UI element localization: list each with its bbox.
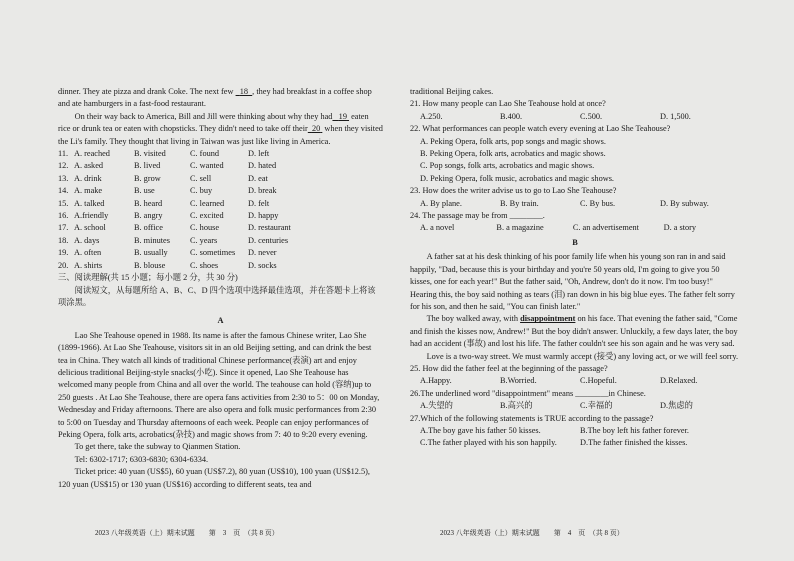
option-c: C. sometimes [190,248,236,258]
option-b: B. use [134,186,155,196]
option-d: D. never [248,248,277,258]
option-d: D. left [248,149,270,159]
option-d: D. restaurant [248,223,291,233]
question-25-options: A.Happy. B.Worried. C.Hopeful. D.Relaxed. [420,376,698,386]
cloze-question-11 [58,148,383,160]
question-number: 15. [58,198,69,208]
footer-page-3: 2023 八年级英语（上）期末试题 第 3 页 （共 8 页） [95,529,279,537]
question-25: 25. How did the father feel at the beginning of the passage? [410,363,608,373]
option-b: B. visited [134,149,166,159]
passage-b-paragraph-1: A father sat at his desk thinking of his poor family life when his young son ran in and said happily, "Dad, because this is your birthday and you're 50 years old, I'm going to give you 50 kisses, one for each year!" But the father said, "Oh, Andrew, don't do it now. I'm too busy!" Hearing this, the boy said nothing as tears (泪) ran down in his big blue eyes. The father felt sorry for his son, and then he said, "You can finish later." [410,252,735,311]
passage-a-label: A [217,316,224,326]
option-c: C. shoes [190,260,219,270]
blank-20: 20 [311,124,321,134]
passage-b-paragraph-3: Love is a two-way street. We must warmly accept (接受) any loving act, or we will feel sorry. [426,351,739,361]
option-a: A. drink [74,173,102,183]
option-b: B. grow [134,173,161,183]
option-d: D. hated [248,161,277,171]
cloze-paragraph-2: On their way back to America, Bill and Jill were thinking about why they had 19 eaten rice or drunk tea or eaten with chopsticks. They didn't need to take off their 20 when they visited the Li's family. They thought that living in Taiwan was just like living in America. [58,111,383,146]
question-27: 27.Which of the following statements is TRUE according to the passage? [410,413,654,423]
cloze-question-12 [58,160,383,172]
passage-a-phone: Tel: 6302-1717; 6303-6830; 6304-6334. [74,454,209,464]
cloze-question-18 [58,235,383,247]
option-c: C. years [190,235,218,245]
option-a: A. reached [74,149,110,159]
cloze-paragraph-1: dinner. They ate pizza and drank Coke. The next few 18 , they had breakfast in a coffee shop and ate hamburgers in a fast-food restaurant. [58,87,372,109]
option-d: D. centuries [248,235,289,245]
blank-18: 18 [239,87,249,96]
cloze-question-20 [58,260,383,272]
passage-b-label: B [572,237,578,247]
passage-b-paragraph-2: The boy walked away, with disappointment on his face. That evening the father said, "Come and finish the kisses now, Andrew!" But the boy didn't answer. Unluckily, a few days later, the boy had an accident (事故) and lost his life. The father couldn't see his son again and he was very sad. [410,314,738,349]
option-b: B. usually [134,248,168,258]
question-22: 22. What performances can people watch every evening at Lao She Teahouse? [410,124,671,134]
question-21-options: A.250. B.400. C.500. D. 1,500. [420,111,691,121]
question-number: 13. [58,173,69,183]
question-number: 11. [58,149,69,159]
option-c: C. found [190,149,220,159]
option-c: C. wanted [190,161,224,171]
question-24-options: A. a novel B. a magazine C. an advertisement D. a story [420,223,697,233]
blank-19: 19 [338,111,347,121]
footer-page-4: 2023 八年级英语（上）期末试题 第 4 页 （共 8 页） [440,529,624,537]
option-a: A. school [74,223,106,233]
option-c: C. sell [190,173,212,183]
option-c: C. house [190,223,220,233]
option-d: D. felt [248,198,270,208]
passage-a-price: Ticket price: 40 yuan (US$5), 60 yuan (US$7.2), 80 yuan (US$10), 100 yuan (US$12.5), 120 yuan (US$15) or 130 yuan (US$16) according to different seats, tea and [58,467,370,489]
option-a: A. days [74,235,100,245]
question-27-options-ab: A.The boy gave his father 50 kisses. B.The boy left his father forever. [420,425,689,435]
option-b: B. angry [134,211,163,221]
question-21: 21. How many people can Lao She Teahouse hold at once? [410,99,606,109]
question-23-options: A. By plane. B. By train. C. By bus. D. By subway. [420,198,709,208]
question-number: 17. [58,223,69,233]
question-24: 24. The passage may be from ________. [410,211,545,221]
passage-a-end: traditional Beijing cakes. [410,87,494,96]
cloze-question-13 [58,173,383,185]
cloze-question-16 [58,210,383,222]
option-b: B. blouse [134,260,166,270]
option-a: A. often [74,248,102,258]
option-a: A. shirts [74,260,103,270]
option-d: D. eat [248,173,268,183]
option-a: A. make [74,186,103,196]
question-22-option-d: D. Peking Opera, folk music, acrobatics and magic shows. [420,173,615,183]
question-26: 26.The underlined word "disappointment" means ________in Chinese. [410,388,646,398]
option-c: C. excited [190,211,224,221]
section-3-instructions: 阅读短文，从每题所给 A、B、C、D 四个选项中选择最佳选项，并在答题卡上将该项涂黑。 [58,285,376,307]
option-a: A. asked [74,161,104,171]
question-number: 12. [58,161,69,171]
question-22-option-b: B. Peking Opera, folk arts, acrobatics and magic shows. [420,149,606,159]
option-a: A.friendly [74,211,109,221]
option-b: B. minutes [134,235,170,245]
cloze-question-17 [58,222,383,234]
option-b: B. office [134,223,163,233]
option-d: D. socks [248,260,277,270]
question-23: 23. How does the writer advise us to go to Lao She Teahouse? [410,186,617,196]
question-number: 18. [58,235,69,245]
section-3-heading: 三、阅读理解(共 15 小题；每小题 2 分，共 30 分) [58,273,238,283]
option-a: A. talked [74,198,105,208]
option-c: C. buy [190,186,213,196]
question-26-options: A.失望的 B.高兴的 C.幸福的 D.焦虑的 [420,401,693,411]
question-22-option-c: C. Pop songs, folk arts, acrobatics and magic shows. [420,161,595,171]
question-27-options-cd: C.The father played with his son happily. D.The father finished the kisses. [420,438,688,448]
question-number: 16. [58,211,69,221]
underlined-word: disappointment [520,314,576,324]
option-d: D. break [248,186,277,196]
page-3 [58,86,383,491]
option-b: B. heard [134,198,163,208]
option-c: C. learned [190,198,225,208]
cloze-question-14 [58,185,383,197]
option-d: D. happy [248,211,279,221]
cloze-question-19 [58,247,383,259]
question-number: 20. [58,260,69,270]
question-number: 19. [58,248,69,258]
passage-a-body: Lao She Teahouse opened in 1988. Its name is after the famous Chinese writer, Lao She (1899-1966). At Lao She Teahouse, visitors sit in an old Beijing setting, and can drink the best tea in China. They watch all kinds of traditional Chinese performance(表演) art and enjoy delicious traditional Beijing-style snacks(小吃). Since it opened, Lao She Teahouse has welcomed many people from China and all over the world. The teahouse can hold (容纳)up to 250 guests . At Lao She Teahouse, there are opera fans activities from 2:30 to 5：00 on Monday, Wednesday and Friday afternoons. There are also opera and folk music performances from 2:30 to 5:00 on Tuesday and Thursday afternoons of each week. People can enjoy performances of Peking Opera, folk arts, acrobatics(杂技) and magic shows from 7: 40 to 9:20 every evening. [58,330,380,439]
passage-a-directions: To get there, take the subway to Qianmen Station. [74,442,241,452]
question-number: 14. [58,186,69,196]
option-b: B. lived [134,161,161,171]
cloze-options [58,148,383,272]
cloze-question-15 [58,198,383,210]
question-22-option-a: A. Peking Opera, folk arts, pop songs and magic shows. [420,136,606,146]
page-4 [410,86,740,450]
